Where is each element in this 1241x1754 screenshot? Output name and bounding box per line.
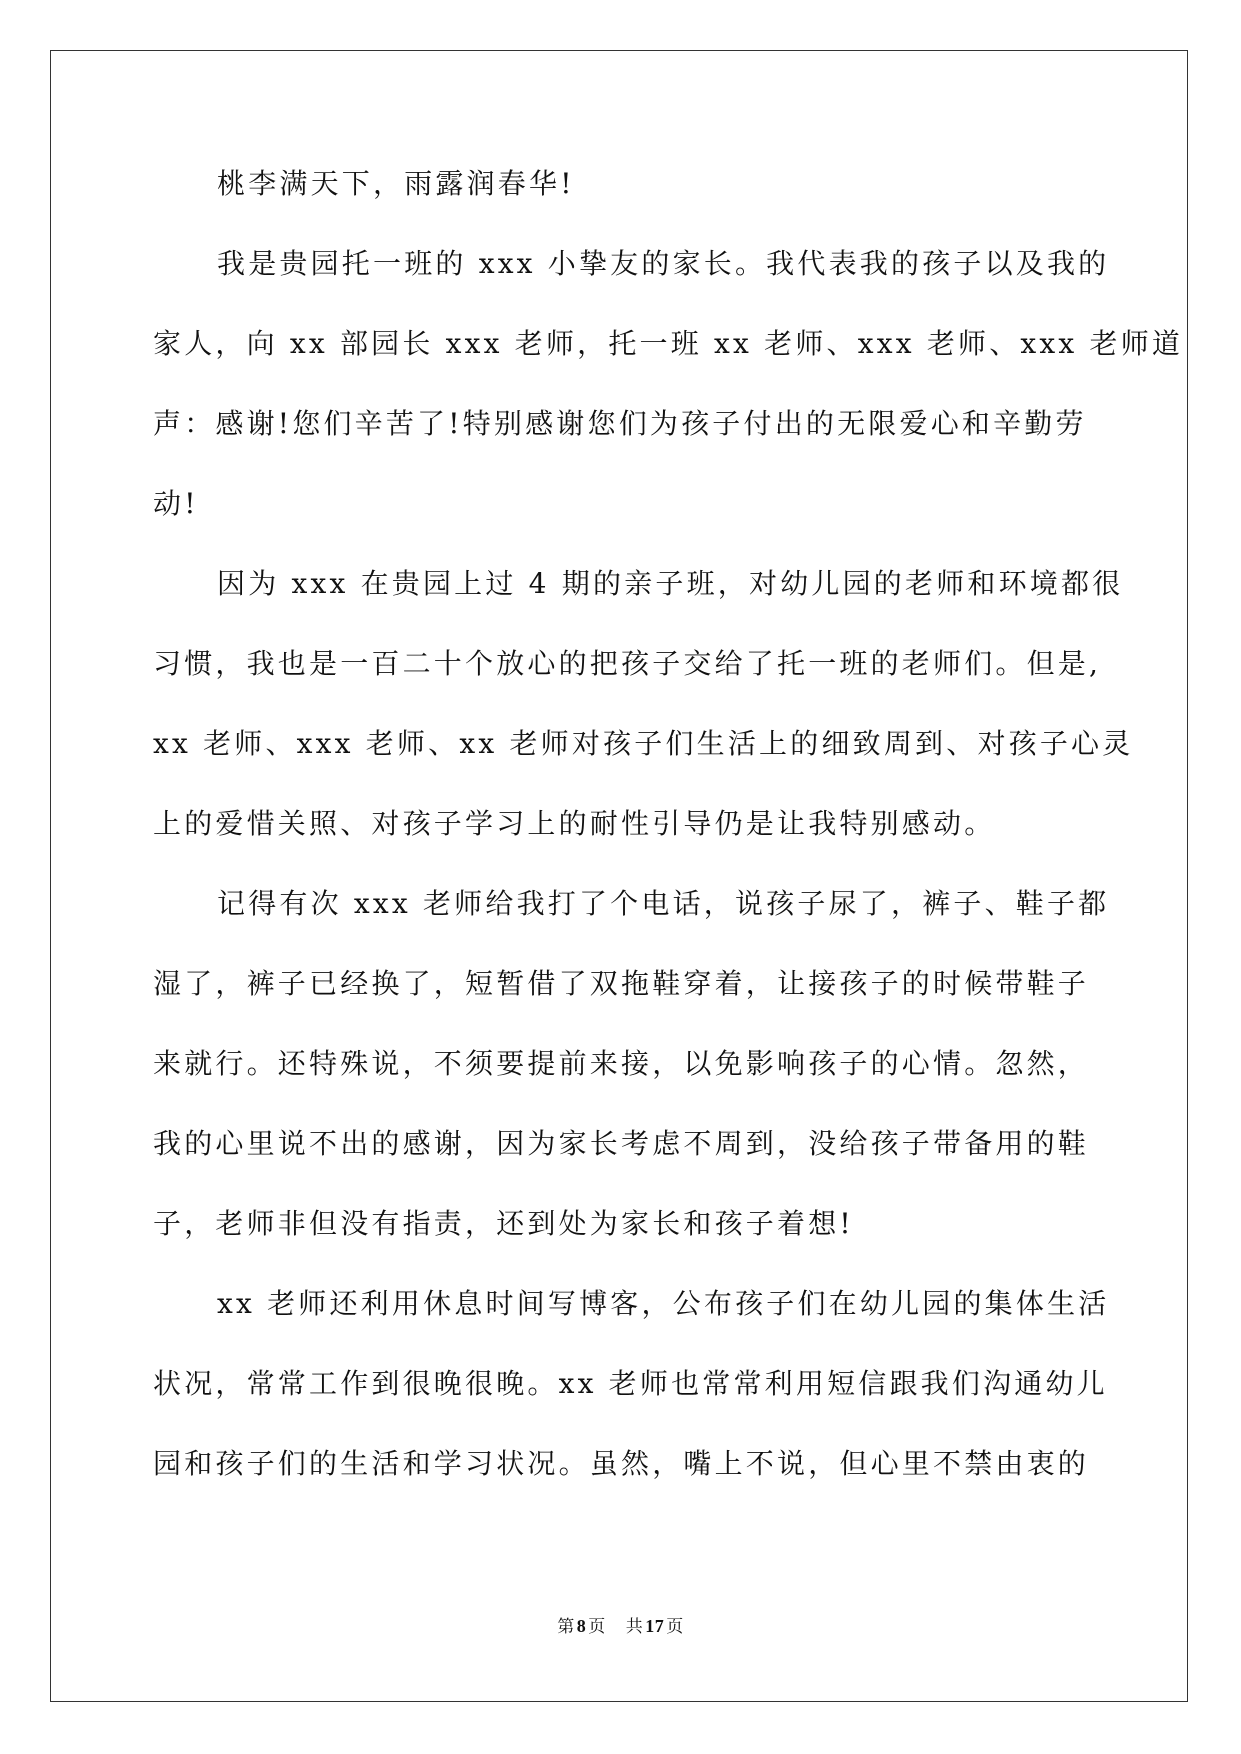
text-line: 桃李满天下，雨露润春华!: [217, 167, 575, 200]
text-line: xx 老师、xxx 老师、xx 老师对孩子们生活上的细致周到、对孩子心灵: [153, 727, 1134, 760]
text-line: 我是贵园托一班的 xxx 小挚友的家长。我代表我的孩子以及我的: [217, 247, 1110, 280]
text-line: 湿了，裤子已经换了，短暂借了双拖鞋穿着，让接孩子的时候带鞋子: [153, 967, 1090, 1000]
page-number: 8: [576, 1616, 587, 1636]
text-line: 家人，向 xx 部园长 xxx 老师，托一班 xx 老师、xxx 老师、xxx 老师道: [153, 327, 1184, 360]
text-line: 我的心里说不出的感谢，因为家长考虑不周到，没给孩子带备用的鞋: [153, 1127, 1090, 1160]
text-line: 上的爱惜关照、对孩子学习上的耐性引导仍是让我特别感动。: [153, 807, 996, 840]
text-line: 子，老师非但没有指责，还到处为家长和孩子着想!: [153, 1207, 854, 1240]
page-footer: [0, 1612, 1241, 1637]
text-line: 动!: [153, 487, 199, 520]
text-line: 声：感谢!您们辛苦了!特别感谢您们为孩子付出的无限爱心和辛勤劳: [153, 407, 1087, 440]
page-suffix: 页: [588, 1617, 606, 1637]
text-line: 因为 xxx 在贵园上过 4 期的亲子班，对幼儿园的老师和环境都很: [217, 567, 1124, 600]
text-line: 来就行。还特殊说，不须要提前来接，以免影响孩子的心情。忽然，: [153, 1047, 1090, 1080]
text-line: xx 老师还利用休息时间写博客，公布孩子们在幼儿园的集体生活: [217, 1287, 1110, 1320]
total-pages: 17: [645, 1616, 665, 1636]
text-line: 习惯，我也是一百二十个放心的把孩子交给了托一班的老师们。但是,: [153, 647, 1102, 680]
total-prefix: 共: [625, 1617, 644, 1637]
text-line: 状况，常常工作到很晚很晚。xx 老师也常常利用短信跟我们沟通幼儿: [153, 1367, 1108, 1400]
document-body: [153, 160, 1184, 1520]
text-line: 记得有次 xxx 老师给我打了个电话，说孩子尿了，裤子、鞋子都: [217, 887, 1110, 920]
total-suffix: 页: [666, 1617, 684, 1637]
page-prefix: 第: [557, 1617, 575, 1637]
text-line: 园和孩子们的生活和学习状况。虽然，嘴上不说，但心里不禁由衷的: [153, 1447, 1090, 1480]
